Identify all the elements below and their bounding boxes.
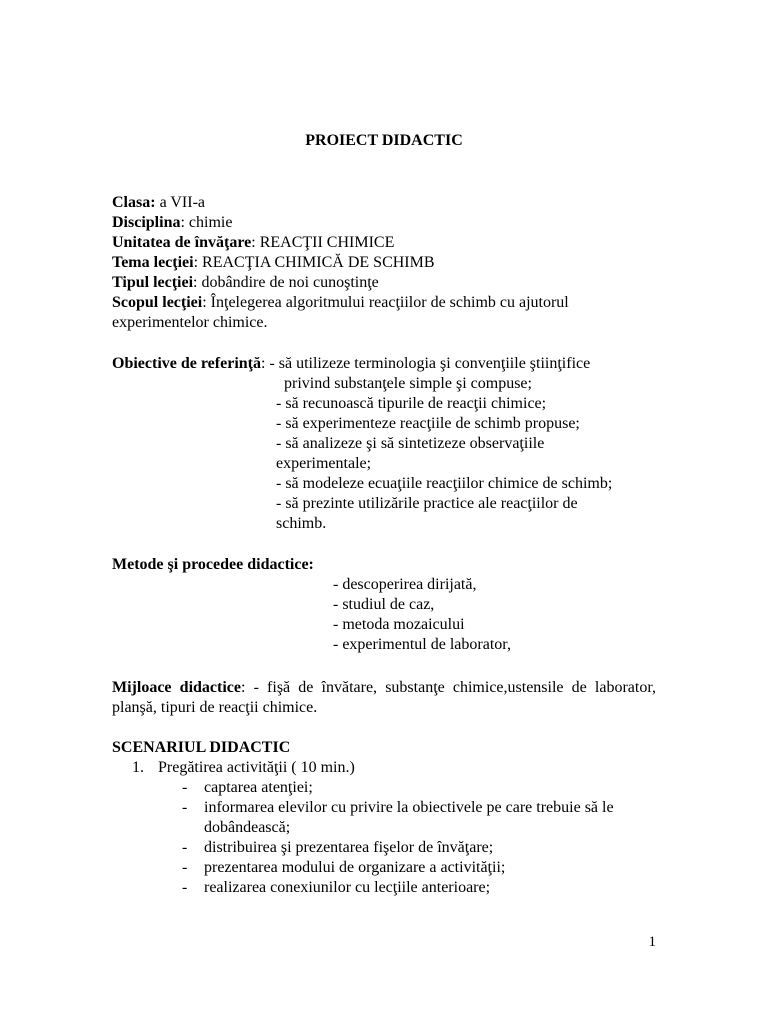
tipul-label: Tipul lecţiei [112, 274, 194, 291]
scenario-item: prezentarea modului de organizare a activităţii; [204, 859, 506, 876]
info-disciplina [112, 213, 232, 233]
methods-label: Metode şi procedee didactice: [112, 556, 314, 573]
method-item: - studiul de caz, [333, 596, 435, 613]
objective-text: schimb. [276, 515, 327, 532]
objective-text: - să analizeze şi să sintetizeze observaţiile [276, 435, 545, 452]
clasa-label: Clasa: [112, 194, 156, 211]
info-tema [112, 253, 435, 273]
step-number: 1. [132, 759, 144, 776]
means-label: Mijloace didactice [112, 679, 241, 696]
bullet-dash: - [182, 839, 188, 856]
objective-text: experimentale; [276, 455, 372, 472]
scenario-item: informarea elevilor cu privire la obiectivele pe care trebuie să le [204, 799, 614, 816]
method-item: - descoperirea dirijată, [333, 576, 477, 593]
disciplina-label: Disciplina [112, 214, 181, 231]
info-scopul-cont: experimentelor chimice. [112, 314, 268, 331]
objective-text: privind substanţele simple şi compuse; [284, 375, 532, 392]
unitatea-label: Unitatea de învăţare [112, 234, 252, 251]
info-scopul [112, 293, 569, 313]
unitatea-value: : REACŢII CHIMICE [251, 234, 395, 251]
objective-text: - să modeleze ecuaţiile reacţiilor chimice de schimb; [276, 475, 613, 492]
scenario-item: distribuirea şi prezentarea fişelor de învăţare; [204, 839, 494, 856]
objectives-first-line [112, 354, 590, 374]
bullet-dash: - [182, 799, 188, 816]
scenario-item: captarea atenţiei; [204, 779, 313, 796]
objectives-label: Obiective de referinţă [112, 355, 261, 372]
method-item: - experimentul de laborator, [333, 636, 511, 653]
clasa-value: a VII-a [155, 194, 206, 211]
step-title: Pregătirea activităţii ( 10 min.) [158, 759, 355, 776]
bullet-dash: - [182, 879, 188, 896]
method-item: - metoda mozaicului [333, 616, 465, 633]
bullet-dash: - [182, 859, 188, 876]
means-paragraph [112, 678, 656, 718]
scopul-label: Scopul lecţiei [112, 294, 203, 311]
objective-text: - să recunoască tipurile de reacţii chimice; [276, 395, 547, 412]
info-tipul [112, 273, 379, 293]
objective-text: - să prezinte utilizările practice ale reacţiilor de [276, 495, 578, 512]
scopul-value: : Înţelegerea algoritmului reacţiilor de schimb cu ajutorul [202, 294, 569, 311]
scenario-item: realizarea conexiunilor cu lecţiile anterioare; [204, 879, 491, 896]
info-unitatea [112, 233, 394, 253]
objective-text: : - să utilizeze terminologia şi convenţiile ştiinţifice [260, 355, 591, 372]
info-clasa [112, 193, 205, 213]
disciplina-value: : chimie [180, 214, 233, 231]
means-text: : - fişă de învătare, substanţe chimice,ustensile de laborator, planşă, tipuri de reacţii chimice. [112, 679, 656, 716]
scenario-heading: SCENARIUL DIDACTIC [112, 739, 291, 756]
page-number: 1 [648, 934, 656, 950]
tipul-value: : dobândire de noi cunoştinţe [193, 274, 379, 291]
document-title: PROIECT DIDACTIC [305, 132, 463, 149]
objective-text: - să experimenteze reacţiile de schimb propuse; [276, 415, 580, 432]
tema-value: : REACŢIA CHIMICĂ DE SCHIMB [193, 254, 435, 271]
tema-label: Tema lecţiei [112, 254, 194, 271]
scenario-item: dobândească; [204, 819, 291, 836]
bullet-dash: - [182, 779, 188, 796]
